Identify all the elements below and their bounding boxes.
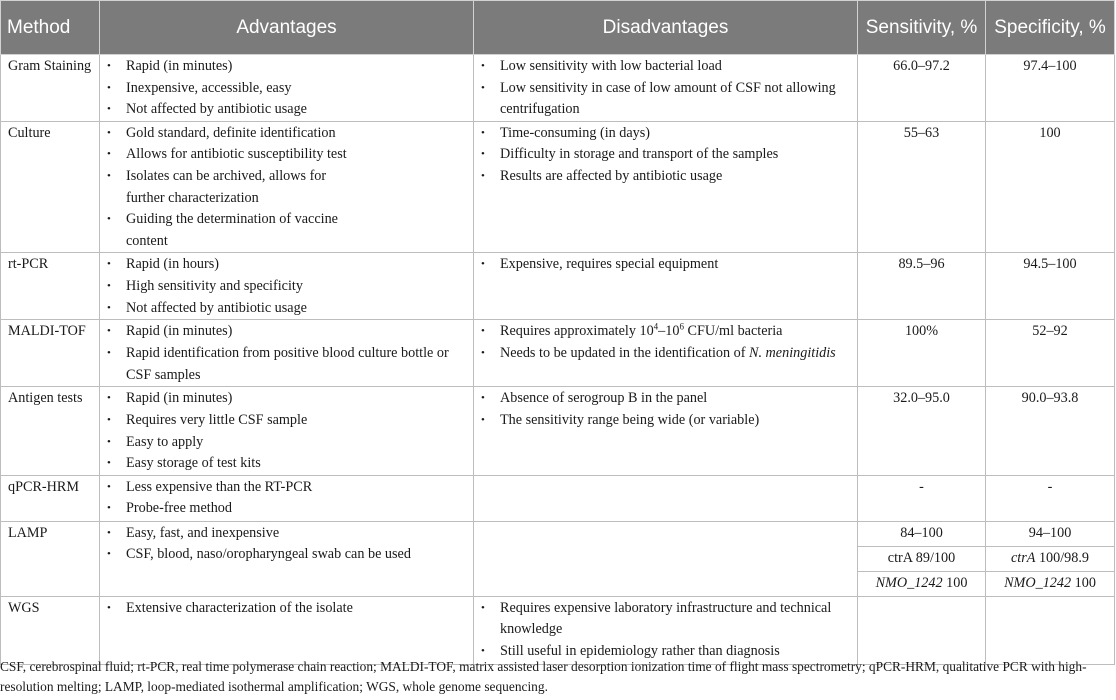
table-row bbox=[1, 521, 1115, 546]
header-advantages: Advantages bbox=[100, 1, 474, 55]
advantages-cell bbox=[100, 475, 474, 521]
specificity-cell bbox=[986, 596, 1115, 664]
method-cell: Gram Staining bbox=[1, 55, 100, 122]
disadvantages-cell bbox=[474, 475, 858, 521]
advantages-cell bbox=[100, 121, 474, 253]
method-cell: LAMP bbox=[1, 521, 100, 596]
advantage-item: • Not affected by antibiotic usage bbox=[126, 99, 473, 121]
advantages-cell bbox=[100, 521, 474, 596]
advantage-item: • CSF, blood, naso/oropharyngeal swab can be used bbox=[126, 544, 473, 566]
disadvantage-item: • Requires approximately $10^4-10^6$ CFU/ml bacteria bbox=[500, 321, 857, 343]
disadvantages-cell bbox=[474, 121, 858, 253]
specificity-subcell: ctrA 100/98.9 bbox=[986, 546, 1115, 571]
advantage-item: • Rapid (in hours) bbox=[126, 254, 473, 276]
disadvantage-item: • Difficulty in storage and transport of the samples bbox=[500, 144, 857, 166]
sensitivity-subcell: ctrA 89/100 bbox=[858, 546, 986, 571]
advantage-item: • Allows for antibiotic susceptibility test bbox=[126, 144, 363, 166]
advantage-item: • Extensive characterization of the isolate bbox=[126, 598, 473, 620]
sensitivity-cell: 100% bbox=[858, 320, 986, 387]
disadvantage-item: • Needs to be updated in the identification of N. meningitidis bbox=[500, 343, 857, 365]
disadvantage-item: • Absence of serogroup B in the panel bbox=[500, 388, 857, 410]
advantage-item: • Easy to apply bbox=[126, 432, 473, 454]
table-row bbox=[1, 55, 1115, 122]
table-row bbox=[1, 387, 1115, 475]
table-row bbox=[1, 320, 1115, 387]
method-cell: WGS bbox=[1, 596, 100, 664]
advantages-cell bbox=[100, 253, 474, 320]
disadvantage-item: • Requires expensive laboratory infrastructure and technical knowledge bbox=[500, 598, 857, 641]
disadvantage-item: • Expensive, requires special equipment bbox=[500, 254, 857, 276]
advantages-cell bbox=[100, 320, 474, 387]
disadvantage-item: • Low sensitivity in case of low amount of CSF not allowing centrifugation bbox=[500, 78, 857, 121]
advantage-item: • Guiding the determination of vaccine content bbox=[126, 209, 363, 252]
disadvantages-cell bbox=[474, 320, 858, 387]
table-footnote: CSF, cerebrospinal fluid; rt-PCR, real time polymerase chain reaction; MALDI-TOF, matrix assisted laser desorption ionization time of flight mass spectrometry; qPCR-HRM, qualitative PCR with high-resolution melting; LAMP, loop-mediated isothermal amplification; WGS, whole genome sequencing. bbox=[0, 659, 1087, 694]
disadvantages-cell bbox=[474, 55, 858, 122]
disadvantage-item: • Low sensitivity with low bacterial load bbox=[500, 56, 857, 78]
advantage-item: • Probe-free method bbox=[126, 498, 473, 520]
table-row bbox=[1, 596, 1115, 664]
advantage-item: • Not affected by antibiotic usage bbox=[126, 298, 473, 320]
disadvantage-item: • Time-consuming (in days) bbox=[500, 123, 857, 145]
method-cell: Culture bbox=[1, 121, 100, 253]
advantage-item: • Inexpensive, accessible, easy bbox=[126, 78, 473, 100]
advantage-item: • Easy, fast, and inexpensive bbox=[126, 523, 473, 545]
specificity-cell: - bbox=[986, 475, 1115, 521]
specificity-subcell: NMO_1242 100 bbox=[986, 571, 1115, 596]
table-row bbox=[1, 475, 1115, 521]
disadvantages-cell bbox=[474, 253, 858, 320]
advantage-item: • Gold standard, definite identification bbox=[126, 123, 363, 145]
method-cell: MALDI-TOF bbox=[1, 320, 100, 387]
disadvantages-cell bbox=[474, 521, 858, 596]
advantage-item: • Requires very little CSF sample bbox=[126, 410, 473, 432]
sensitivity-subcell: NMO_1242 100 bbox=[858, 571, 986, 596]
disadvantage-item: • The sensitivity range being wide (or variable) bbox=[500, 410, 857, 432]
disadvantages-cell bbox=[474, 387, 858, 475]
sensitivity-cell: 89.5–96 bbox=[858, 253, 986, 320]
advantage-item: • Rapid (in minutes) bbox=[126, 321, 473, 343]
method-cell: Antigen tests bbox=[1, 387, 100, 475]
sensitivity-cell: 32.0–95.0 bbox=[858, 387, 986, 475]
specificity-cell: 94.5–100 bbox=[986, 253, 1115, 320]
header-method: Method bbox=[1, 1, 100, 55]
sensitivity-cell bbox=[858, 596, 986, 664]
advantages-cell bbox=[100, 387, 474, 475]
method-cell: rt-PCR bbox=[1, 253, 100, 320]
advantages-cell bbox=[100, 596, 474, 664]
specificity-cell: 94–100 bbox=[986, 521, 1115, 546]
table-row bbox=[1, 253, 1115, 320]
header-disadvantages: Disadvantages bbox=[474, 1, 858, 55]
sensitivity-cell: 84–100 bbox=[858, 521, 986, 546]
disadvantage-item: • Still useful in epidemiology rather than diagnosis bbox=[500, 641, 857, 663]
table-row bbox=[1, 121, 1115, 253]
disadvantage-item: • Results are affected by antibiotic usage bbox=[500, 166, 857, 188]
specificity-cell: 52–92 bbox=[986, 320, 1115, 387]
advantage-item: • Rapid (in minutes) bbox=[126, 56, 473, 78]
specificity-cell: 100 bbox=[986, 121, 1115, 253]
advantage-item: • Less expensive than the RT-PCR bbox=[126, 477, 473, 499]
sensitivity-cell: 66.0–97.2 bbox=[858, 55, 986, 122]
disadvantages-cell bbox=[474, 596, 858, 664]
advantage-item: • Rapid identification from positive blood culture bottle or CSF samples bbox=[126, 343, 473, 386]
specificity-cell: 90.0–93.8 bbox=[986, 387, 1115, 475]
header-row bbox=[1, 1, 1115, 55]
header-sensitivity: Sensitivity, % bbox=[858, 1, 986, 55]
advantage-item: • Easy storage of test kits bbox=[126, 453, 473, 475]
advantages-cell bbox=[100, 55, 474, 122]
method-cell: qPCR-HRM bbox=[1, 475, 100, 521]
advantage-item: • Rapid (in minutes) bbox=[126, 388, 473, 410]
header-specificity: Specificity, % bbox=[986, 1, 1115, 55]
sensitivity-cell: - bbox=[858, 475, 986, 521]
specificity-cell: 97.4–100 bbox=[986, 55, 1115, 122]
advantage-item: • High sensitivity and specificity bbox=[126, 276, 473, 298]
advantage-item: • Isolates can be archived, allows for further characterization bbox=[126, 166, 363, 209]
sensitivity-cell: 55–63 bbox=[858, 121, 986, 253]
